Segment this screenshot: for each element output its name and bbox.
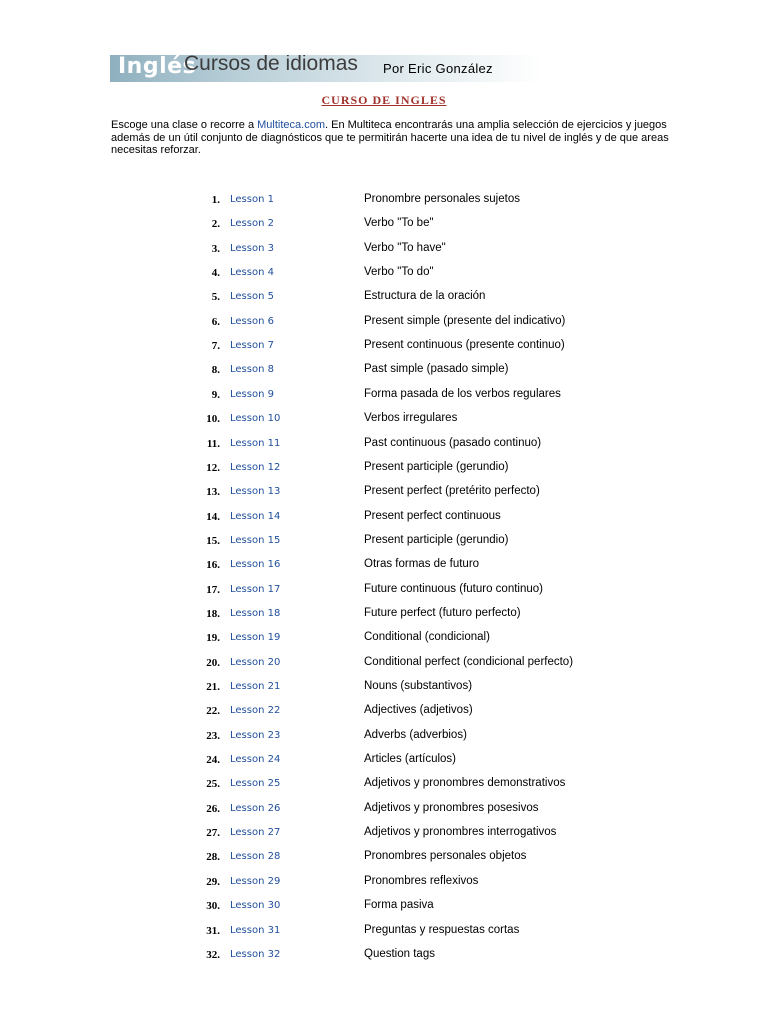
lesson-link[interactable]: Lesson 6 <box>230 315 274 327</box>
list-item <box>0 583 768 607</box>
lesson-number: 15. <box>206 534 220 547</box>
list-item <box>0 412 768 436</box>
list-item <box>0 266 768 290</box>
lesson-link[interactable]: Lesson 21 <box>230 681 281 692</box>
lesson-topic: Past simple (pasado simple) <box>364 363 509 376</box>
lesson-number: 8. <box>211 364 220 377</box>
multiteca-link[interactable]: Multiteca.com <box>257 119 325 131</box>
lesson-topic: Present simple (presente del indicativo) <box>364 314 566 327</box>
lesson-number: 29. <box>206 875 220 888</box>
lesson-topic: Adjetivos y pronombres posesivos <box>364 801 539 814</box>
lesson-link[interactable]: Lesson 13 <box>230 486 281 498</box>
lesson-topic: Verbo "To have" <box>364 241 446 254</box>
banner-author: Por Eric González <box>383 61 493 76</box>
list-item <box>0 826 768 850</box>
list-item <box>0 875 768 899</box>
list-item <box>0 363 768 387</box>
lesson-number: 26. <box>206 802 220 815</box>
lesson-link[interactable]: Lesson 24 <box>230 754 281 766</box>
lesson-topic: Present perfect (pretérito perfecto) <box>364 485 540 498</box>
lesson-topic: Forma pasiva <box>364 899 434 912</box>
list-item <box>0 534 768 558</box>
intro-text-before: Escoge una clase o recorre a <box>111 119 258 131</box>
lesson-link[interactable]: Lesson 25 <box>230 778 281 790</box>
list-item <box>0 510 768 534</box>
list-item <box>0 802 768 826</box>
lesson-number: 19. <box>206 632 220 645</box>
lesson-topic: Question tags <box>364 947 435 960</box>
lesson-number: 31. <box>206 924 220 937</box>
lesson-link[interactable]: Lesson 26 <box>230 802 281 814</box>
list-item <box>0 777 768 801</box>
lesson-link[interactable]: Lesson 11 <box>230 437 281 449</box>
lesson-link[interactable]: Lesson 19 <box>230 632 281 644</box>
banner-subtitle: Cursos de idiomas <box>184 55 358 75</box>
lesson-number: 23. <box>206 729 220 742</box>
list-item <box>0 461 768 485</box>
lesson-number: 24. <box>206 754 220 767</box>
lesson-link[interactable]: Lesson 8 <box>230 364 274 376</box>
lesson-link[interactable]: Lesson 17 <box>230 583 281 595</box>
list-item <box>0 193 768 217</box>
lesson-number: 30. <box>206 900 220 913</box>
lesson-number: 4. <box>211 267 220 280</box>
lesson-number: 2. <box>211 218 220 231</box>
list-item <box>0 315 768 339</box>
page-title-text: CURSO DE INGLES <box>321 93 447 107</box>
lesson-topic: Adjetivos y pronombres interrogativos <box>364 826 557 839</box>
lesson-link[interactable]: Lesson 20 <box>230 656 281 668</box>
lesson-link[interactable]: Lesson 22 <box>230 705 281 717</box>
lesson-topic: Adverbs (adverbios) <box>364 728 467 741</box>
lesson-topic: Adjectives (adjetivos) <box>364 704 473 717</box>
lesson-topic: Verbo "To do" <box>364 266 434 279</box>
lesson-link[interactable]: Lesson 9 <box>230 388 274 400</box>
lesson-link[interactable]: Lesson 1 <box>230 194 274 205</box>
lesson-topic: Present perfect continuous <box>364 509 501 522</box>
lesson-topic: Present continuous (presente continuo) <box>364 339 565 352</box>
list-item <box>0 680 768 704</box>
lesson-number: 27. <box>206 827 220 840</box>
lesson-topic: Conditional (condicional) <box>364 631 490 644</box>
list-item <box>0 753 768 777</box>
header-banner <box>110 55 542 82</box>
lesson-topic: Pronombre personales sujetos <box>364 193 520 205</box>
lesson-topic: Otras formas de futuro <box>364 558 480 571</box>
lesson-link[interactable]: Lesson 23 <box>230 729 281 741</box>
lesson-number: 14. <box>206 510 220 523</box>
lesson-number: 7. <box>211 340 220 353</box>
list-item <box>0 924 768 948</box>
list-item <box>0 729 768 753</box>
lesson-link[interactable]: Lesson 2 <box>230 218 274 230</box>
lesson-number: 13. <box>206 486 220 499</box>
lesson-topic: Conditional perfect (condicional perfecto) <box>364 655 574 668</box>
list-item <box>0 217 768 241</box>
lesson-topic: Verbo "To be" <box>364 217 434 230</box>
lesson-number: 22. <box>206 705 220 718</box>
lesson-link[interactable]: Lesson 27 <box>230 827 281 839</box>
list-item <box>0 485 768 509</box>
lesson-link[interactable]: Lesson 29 <box>230 875 281 887</box>
list-item <box>0 290 768 314</box>
lesson-number: 28. <box>206 851 220 864</box>
page-title <box>0 93 768 108</box>
intro-paragraph <box>111 119 671 157</box>
list-item <box>0 656 768 680</box>
lesson-topic: Future perfect (futuro perfecto) <box>364 606 521 619</box>
lesson-topic: Nouns (substantivos) <box>364 680 473 692</box>
lesson-link[interactable]: Lesson 14 <box>230 510 281 522</box>
lesson-link[interactable]: Lesson 31 <box>230 924 281 936</box>
list-item <box>0 607 768 631</box>
list-item <box>0 948 768 972</box>
lesson-link[interactable]: Lesson 3 <box>230 242 274 254</box>
lesson-number: 25. <box>206 778 220 791</box>
lesson-number: 12. <box>206 461 220 474</box>
lesson-number: 6. <box>211 315 220 328</box>
lesson-topic: Present participle (gerundio) <box>364 533 509 546</box>
lesson-link[interactable]: Lesson 16 <box>230 559 281 571</box>
list-item <box>0 850 768 874</box>
lesson-number: 17. <box>206 583 220 596</box>
lesson-number: 1. <box>211 194 220 206</box>
lesson-topic: Verbos irregulares <box>364 412 458 425</box>
lesson-number: 5. <box>211 291 220 304</box>
list-item <box>0 704 768 728</box>
list-item <box>0 242 768 266</box>
lesson-link[interactable]: Lesson 5 <box>230 291 274 303</box>
lesson-topic: Present participle (gerundio) <box>364 460 509 473</box>
list-item <box>0 437 768 461</box>
lesson-number: 20. <box>206 656 220 669</box>
lesson-topic: Estructura de la oración <box>364 290 486 303</box>
lesson-topic: Pronombres reflexivos <box>364 874 479 887</box>
lesson-link[interactable]: Lesson 18 <box>230 607 281 619</box>
lesson-link[interactable]: Lesson 32 <box>230 948 281 960</box>
lesson-link[interactable]: Lesson 12 <box>230 461 281 473</box>
list-item <box>0 899 768 923</box>
list-item <box>0 631 768 655</box>
intro-text-after: . En Multiteca encontrarás una amplia selección de ejercicios y juegos además de un útil conjunto de diagnósticos que te permitirán hacerte una idea de tu nivel de inglés y de que areas necesitas reforzar. <box>111 119 669 156</box>
lesson-link[interactable]: Lesson 4 <box>230 267 274 279</box>
lesson-number: 32. <box>206 948 220 961</box>
lesson-topic: Past continuous (pasado continuo) <box>364 436 542 449</box>
lesson-number: 11. <box>206 437 220 450</box>
lesson-topic: Forma pasada de los verbos regulares <box>364 387 561 400</box>
list-item <box>0 388 768 412</box>
banner-title: Inglés <box>118 55 197 79</box>
lesson-number: 10. <box>206 413 220 426</box>
lesson-link[interactable]: Lesson 7 <box>230 340 274 352</box>
lesson-number: 18. <box>206 607 220 620</box>
lesson-link[interactable]: Lesson 28 <box>230 851 281 863</box>
lesson-topic: Future continuous (futuro continuo) <box>364 582 543 595</box>
lesson-link[interactable]: Lesson 15 <box>230 534 281 546</box>
lesson-number: 9. <box>211 388 220 401</box>
lesson-number: 3. <box>211 242 220 255</box>
lesson-link[interactable]: Lesson 10 <box>230 413 281 425</box>
lesson-number: 16. <box>206 559 220 572</box>
lesson-topic: Preguntas y respuestas cortas <box>364 923 520 936</box>
list-item <box>0 558 768 582</box>
lesson-number: 21. <box>206 681 220 693</box>
lesson-topic: Adjetivos y pronombres demonstrativos <box>364 777 566 790</box>
list-item <box>0 339 768 363</box>
lesson-topic: Pronombres personales objetos <box>364 850 527 863</box>
lesson-link[interactable]: Lesson 30 <box>230 900 281 912</box>
lesson-topic: Articles (artículos) <box>364 753 457 766</box>
